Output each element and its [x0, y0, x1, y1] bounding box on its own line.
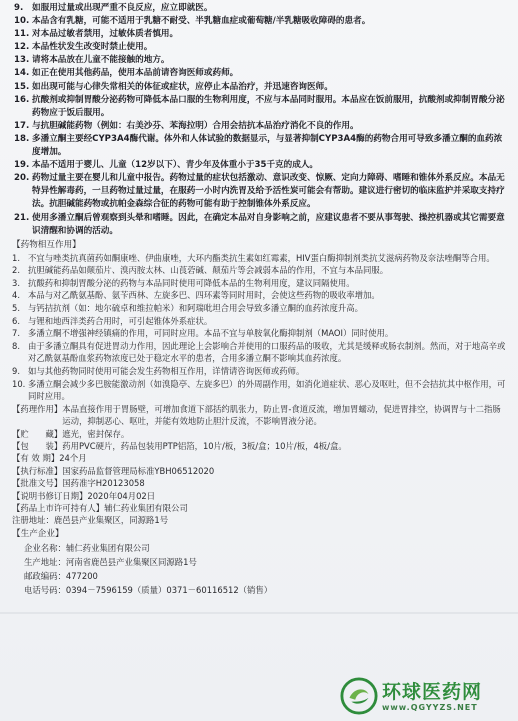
warning-item-number: 21. [14, 212, 30, 223]
warning-item-number: 10. [14, 16, 30, 27]
warning-item [12, 54, 508, 67]
warning-item-number: 18. [14, 133, 30, 144]
interaction-item-number: 9. [12, 366, 20, 377]
info-row-value: 药用PVC硬片，药品包装用PTP铝箔，10片/板，3板/盒；10片/板，4板/盒。 [62, 441, 347, 452]
producer-row-value: 河南省鹿邑县产业集聚区同源路1号 [65, 556, 197, 567]
info-row-label: 【批准文号】 [12, 478, 63, 489]
warning-item-text: 请将本品放在儿童不能接触的地方。 [32, 55, 170, 66]
interaction-item-number: 1. [12, 252, 20, 263]
warning-item-number: 9. [14, 3, 24, 13]
interaction-item-number: 6. [12, 315, 20, 326]
warning-item-text: 本品不适用于婴儿、儿童（12岁以下）、青少年及体重小于35千克的成人。 [32, 160, 319, 171]
paper-fold-line [0, 612, 518, 614]
interaction-item-text: 抗酸药和抑制胃酸分泌的药物与本品同时使用可降低本品的生物利用度，建议同隔使用。 [28, 277, 355, 288]
interaction-item [12, 340, 508, 365]
producer-row-label: 生产地址： [24, 556, 66, 567]
interaction-item-text: 如与其他药物同时使用可能会发生药物相互作用，详情请咨询医师或药师。 [28, 366, 305, 377]
info-row-value: 国家药品监督管理局标准YBH06512020 [62, 465, 215, 476]
watermark-logo-icon [340, 677, 378, 715]
interaction-item-text: 与锂和地西泮类药合用时，可引起锥体外系症状。 [28, 315, 213, 326]
warning-item-number: 16. [14, 94, 30, 105]
interaction-item-text: 与钙拮抗剂（如：地尔硫卓和维拉帕米）和阿瑞吡坦合用会导致多潘立酮的血药浓度升高。 [28, 303, 363, 314]
interaction-item-number: 5. [12, 303, 20, 314]
producer-row [24, 541, 508, 555]
info-row-label: 注册地址： [12, 515, 54, 526]
info-row-value: 辅仁药业集团有限公司 [104, 503, 188, 514]
info-row [12, 490, 508, 502]
watermark-url: www.QGYYZS.NET [382, 702, 478, 712]
interaction-item [12, 252, 508, 265]
interaction-item [12, 327, 508, 340]
warning-item-text: 多潘立酮主要经CYP3A4酶代谢。体外和人体试验的数据显示，与显著抑制CYP3A4酶的药物合用可导致多潘立酮的血药浓度增加。 [32, 133, 503, 158]
interaction-item [12, 302, 508, 315]
warning-item [12, 2, 508, 15]
interaction-item-text: 不宜与唑类抗真菌药如酮康唑、伊曲康唑，大环内酯类抗生素如红霉素，HIV蛋白酶抑制剂类抗艾滋病药物及奈法唑酮等合用。 [28, 252, 495, 263]
warning-item-text: 使用多潘立酮后曾观察到头晕和嗜睡。因此，在确定本品对自身影响之前，应建议患者不要从事驾驶、操控机器或其它需要意识清醒和协调的活动。 [32, 212, 505, 236]
info-row-value: 本品直接作用于胃肠壁，可增加食道下部括约肌张力，防止胃-食道反流，增加胃蠕动，促进胃排空，协调胃与十二指肠运动，抑制恶心、呕吐，并能有效地防止胆汁反流，不影响胃液分泌。 [62, 403, 501, 427]
producer-row-value: 辅仁药业集团有限公司 [65, 542, 150, 553]
warning-item [12, 94, 508, 120]
interaction-item-text: 多潘立酮会减少多巴胺能激动剂（如溴隐亭、左旋多巴）的外周副作用，如消化道症状、恶心及呕吐，但不会拮抗其中枢作用，可同时应用。 [28, 378, 506, 402]
info-row-value: 遮光，密封保存。 [62, 428, 130, 439]
info-row-value: 国药准字H20123058 [62, 478, 145, 489]
warning-item [12, 159, 508, 172]
warning-item-text: 如正在使用其他药品，使用本品前请咨询医师或药师。 [32, 68, 239, 79]
info-row [12, 514, 508, 526]
info-row [12, 502, 508, 514]
producer-row-label: 邮政编码： [24, 570, 66, 581]
warning-item-text: 抗酸剂或抑制胃酸分泌药物可降低本品口服的生物利用度，不应与本品同时服用。本品应在饭前服用，抗酸剂或抑制胃酸分泌药物应于饭后服用。 [32, 94, 505, 118]
warning-item-text: 对本品过敏者禁用，过敏体质者慎用。 [32, 29, 179, 40]
warning-item [12, 212, 508, 238]
interaction-item [12, 264, 508, 277]
producer-info [12, 541, 508, 597]
watermark [340, 675, 510, 717]
warning-item-text: 与抗胆碱能药物（例如：右美沙芬、苯海拉明）合用会拮抗本品治疗消化不良的作用。 [32, 120, 359, 131]
producer-row [24, 583, 508, 597]
warning-item [12, 133, 508, 159]
interaction-item [12, 289, 508, 302]
interaction-item [12, 277, 508, 290]
info-row-value: 鹿邑县产业集聚区，同源路1号 [53, 515, 169, 526]
info-row-label: 【药理作用】 [12, 403, 63, 414]
warning-item-number: 14. [14, 68, 30, 79]
warning-item-text: 药物过量主要在婴儿和儿童中报告。药物过量的症状包括激动、意识改变、惊厥、定向力障碍、嗜睡和锥体外系反应。本品无特异性解毒药，一旦药物过量过量，在服药一小时内洗胃及给予活性炭可能会有帮助。建议进行密切的临床监护并采取支持疗法。抗胆碱能药物或抗帕金森综合征的药物可能有助于控制锥体外系反应。 [32, 173, 505, 210]
info-row [12, 452, 508, 464]
info-row [12, 440, 508, 452]
interaction-item-number: 4. [12, 290, 20, 301]
info-row-label: 【说明书修订日期】 [12, 490, 88, 501]
producer-heading: 【生产企业】 [12, 528, 64, 539]
warning-item-number: 19. [14, 160, 30, 171]
warning-item-text: 如出现可能与心律失常相关的体征或症状，应停止本品治疗，并迅速咨询医师。 [32, 81, 333, 92]
warning-item-text: 如服用过量或出现严重不良反应，应立即就医。 [32, 3, 213, 13]
info-row [12, 403, 508, 428]
interaction-item-number: 2. [12, 265, 20, 276]
warning-item [12, 28, 508, 41]
interaction-item-number: 10. [12, 378, 26, 389]
info-row [12, 465, 508, 477]
info-row-label: 【执行标准】 [12, 465, 63, 476]
warning-item-text: 本品含有乳糖，可能不适用于乳糖不耐受、半乳糖血症或葡萄糖/半乳糖吸收障碍的患者。 [32, 16, 371, 27]
info-row-value: 24个月 [59, 453, 87, 464]
info-row-label: 【贮 藏】 [12, 428, 63, 439]
warning-item-number: 12. [14, 42, 30, 53]
warning-item [12, 172, 508, 211]
warning-item-number: 17. [14, 120, 30, 131]
warning-item [12, 67, 508, 80]
interaction-item-number: 8. [12, 340, 20, 351]
drug-info-list [12, 403, 508, 527]
warning-item-text: 本品性状发生改变时禁止使用。 [32, 42, 153, 53]
info-row [12, 428, 508, 440]
warning-item [12, 15, 508, 28]
producer-row [24, 555, 508, 569]
info-row-label: 【包 装】 [12, 441, 63, 452]
producer-row-label: 企业名称： [24, 542, 66, 553]
interaction-item-text: 多潘立酮不增强神经镇痛的作用，可同时应用。本品不宜与单胺氧化酶抑制剂（MAOI）同时使用。 [28, 328, 394, 339]
warning-item-number: 15. [14, 81, 30, 92]
interaction-item-number: 7. [12, 328, 20, 339]
info-row-label: 【有 效 期】 [12, 453, 60, 464]
interaction-item [12, 315, 508, 328]
warning-item [12, 120, 508, 133]
interaction-item [12, 378, 508, 403]
interaction-item [12, 365, 508, 378]
interactions-list [12, 252, 508, 403]
interactions-heading: 【药物相互作用】 [12, 239, 81, 250]
info-row [12, 477, 508, 489]
producer-row-value: 477200 [65, 570, 98, 581]
warning-item-number: 20. [14, 173, 30, 184]
producer-row-value: 0394－7596159（质量）0371－60116512（销售） [65, 584, 273, 595]
warning-item-number: 13. [14, 55, 30, 66]
warning-item [12, 41, 508, 54]
producer-row-label: 电话号码： [24, 584, 66, 595]
warnings-list [12, 2, 508, 238]
interaction-item-number: 3. [12, 277, 20, 288]
interaction-item-text: 本品与对乙酰氨基酚、氨苄西林、左旋多巴、四环素等同时用时，会使这些药物的吸收率增加。 [28, 290, 380, 301]
warning-item-number: 11. [14, 29, 30, 40]
producer-row [24, 569, 508, 583]
watermark-title: 环球医药网 [382, 680, 483, 703]
info-row-value: 2020年04月02日 [87, 490, 156, 501]
warning-item [12, 81, 508, 94]
interaction-item-text: 由于多潘立酮具有促进胃动力作用，因此理论上会影响合并使用的口服药品的吸收，尤其是缓释或肠衣制剂。然而，对于地高辛或对乙酰氨基酚血浆药物浓度已处于稳定水平的患者，合用多潘立酮不影响其血药浓度。 [28, 340, 506, 364]
interaction-item-text: 抗胆碱能药品如颠茄片、溴丙胺太林、山莨菪碱、颠茄片等会减弱本品的作用，不宜与本品同服。 [28, 265, 389, 276]
info-row-label: 【药品上市许可持有人】 [12, 503, 105, 514]
